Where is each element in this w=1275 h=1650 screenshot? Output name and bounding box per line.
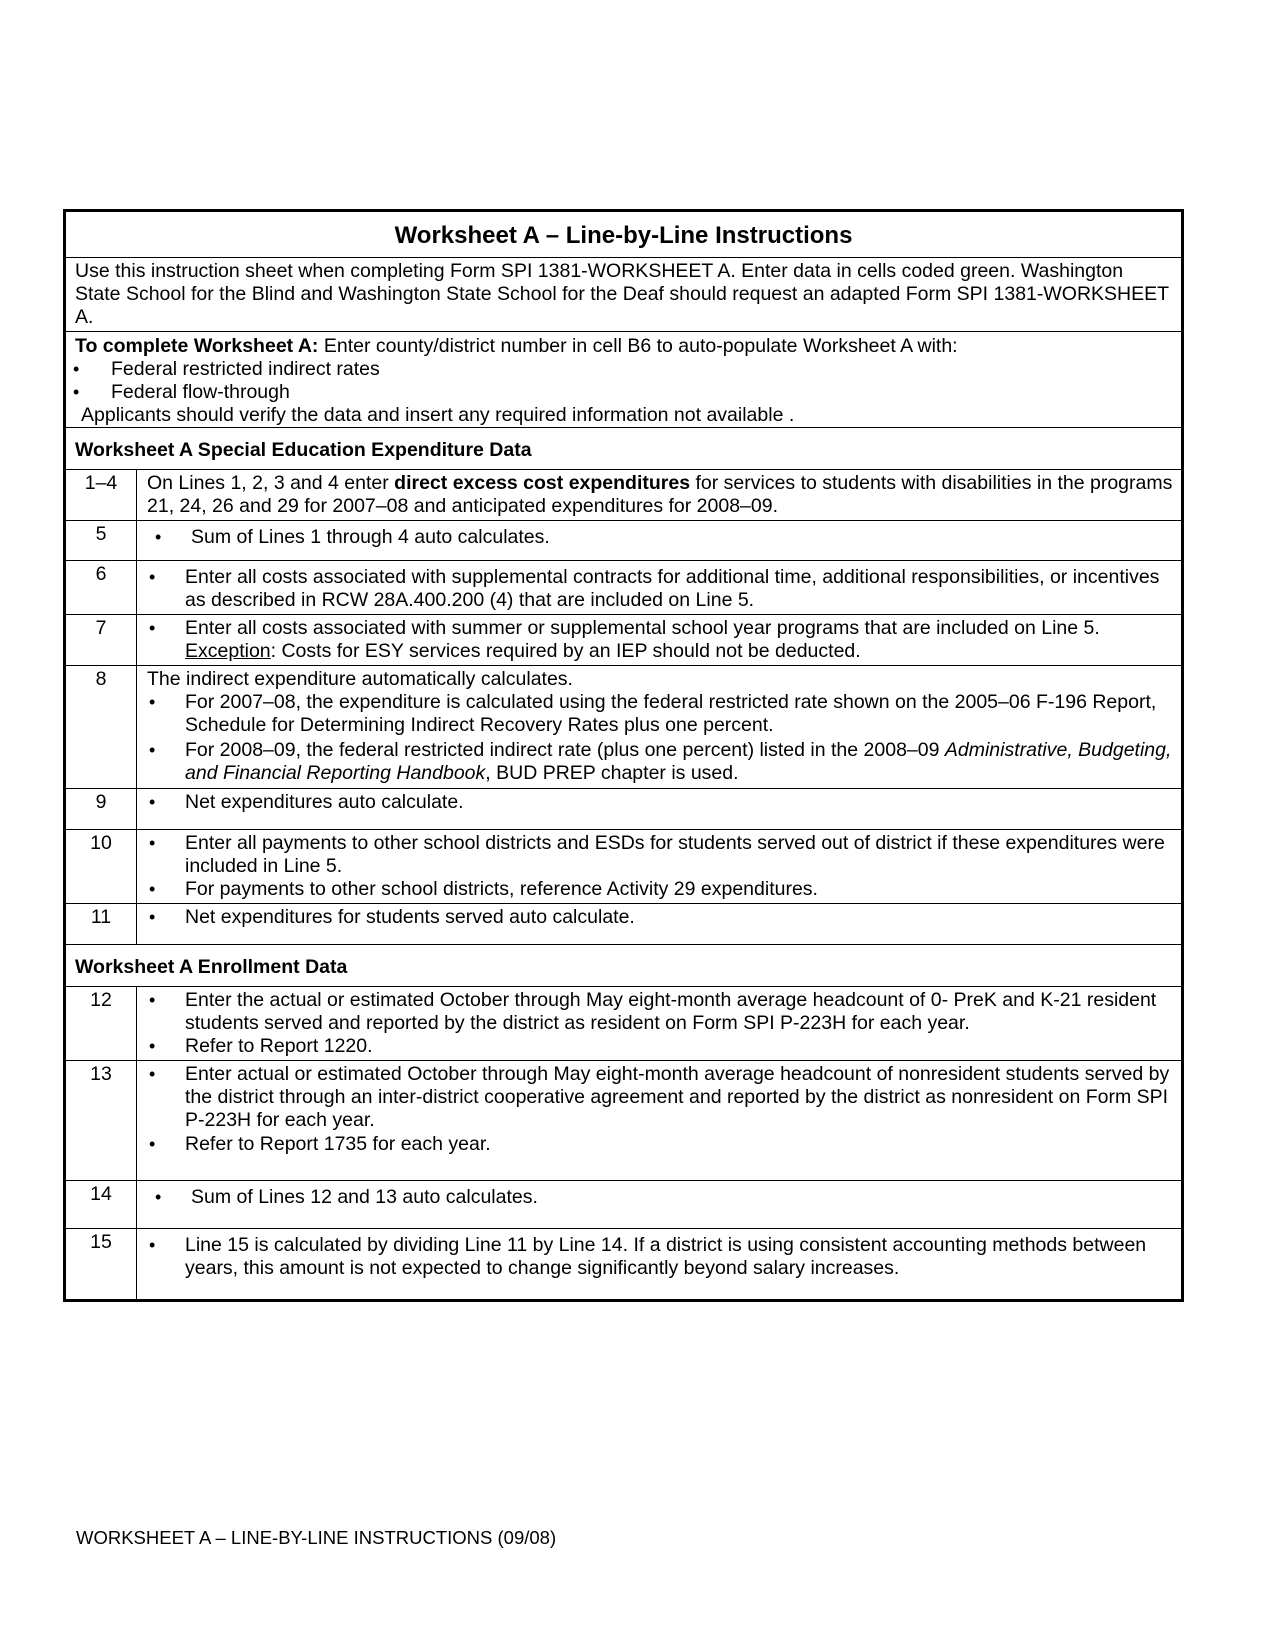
- line-description: [137, 561, 1183, 615]
- table-row: [65, 1229, 1183, 1301]
- line-number: 14: [65, 1181, 137, 1229]
- line-intro: The indirect expenditure automatically calculates.: [147, 668, 573, 690]
- enrollment-section-row: [65, 945, 1183, 987]
- line-number: 15: [65, 1229, 137, 1301]
- list-item: • Sum of Lines 1 through 4 auto calculates.: [147, 526, 1173, 549]
- line-bullets: [147, 989, 1173, 1058]
- intro-row: [65, 258, 1183, 332]
- line-number: 10: [65, 830, 137, 904]
- line-bullets: [147, 1186, 1173, 1209]
- list-item: • For 2007–08, the expenditure is calculated using the federal restricted rate shown on the 2005–06 F-196 Report, Schedule for Determining Indirect Recovery Rates plus one percent.: [147, 691, 1173, 737]
- complete-list: [71, 358, 1172, 404]
- complete-section: [65, 332, 1183, 428]
- line-description: [137, 1061, 1183, 1181]
- line-description: [137, 987, 1183, 1061]
- table-row: [65, 904, 1183, 945]
- list-item: [147, 617, 1173, 663]
- list-item: • Federal flow-through: [71, 381, 1172, 404]
- line-bullets: [147, 566, 1173, 612]
- table-row: [65, 987, 1183, 1061]
- line-text: For 2008–09, the federal restricted indirect rate (plus one percent) listed in the 2008–09: [185, 739, 945, 761]
- line-description: [137, 904, 1183, 945]
- line-description: [137, 521, 1183, 561]
- complete-row: [65, 332, 1183, 428]
- line-number: 1–4: [65, 470, 137, 521]
- list-item: [147, 739, 1173, 785]
- instructions-table: [63, 209, 1184, 1302]
- line-bullets: [147, 1234, 1173, 1280]
- table-row: [65, 666, 1183, 789]
- table-row: [65, 1181, 1183, 1229]
- intro-text: Use this instruction sheet when completing Form SPI 1381-WORKSHEET A. Enter data in cells coded green. Washington State School for the Blind and Washington State School for the Deaf should request an adapted Form SPI 1381-WORKSHEET A.: [65, 258, 1183, 332]
- list-item: • Enter all costs associated with supplemental contracts for additional time, additional responsibilities, or incentives as described in RCW 28A.400.200 (4) that are included on Line 5.: [147, 566, 1173, 612]
- list-item: • Enter the actual or estimated October through May eight-month average headcount of 0- PreK and K-21 resident students served and reported by the district as resident on Form SPI P-223H for each year.: [147, 989, 1173, 1035]
- line-bullets: [147, 691, 1173, 785]
- list-item: • Enter actual or estimated October through May eight-month average headcount of nonresident students served by the district through an inter-district cooperative agreement and reported by the district as nonresident on Form SPI P-223H for each year.: [147, 1063, 1173, 1132]
- exception-label: Exception: [185, 640, 271, 662]
- line-description: [137, 666, 1183, 789]
- line-description: [137, 1181, 1183, 1229]
- list-item: • Net expenditures auto calculate.: [147, 791, 1173, 814]
- title-row: [65, 211, 1183, 258]
- expenditure-section-row: [65, 428, 1183, 470]
- table-row: [65, 561, 1183, 615]
- line-emphasis: direct excess cost expenditures: [394, 472, 691, 494]
- line-text: for services to students with disabilities in the programs 21, 24, 26 and 29 for 2007–08 and anticipated expenditures for 2008–09.: [147, 472, 1173, 517]
- line-bullets: [147, 791, 1173, 814]
- line-description: [137, 470, 1183, 521]
- table-row: [65, 470, 1183, 521]
- list-item: • Net expenditures for students served auto calculate.: [147, 906, 1173, 929]
- complete-label: To complete Worksheet A:: [75, 335, 319, 357]
- list-item: • Federal restricted indirect rates: [71, 358, 1172, 381]
- line-text: , BUD PREP chapter is used.: [485, 762, 739, 784]
- handbook-title: Administrative, Budgeting, and Financial Reporting Handbook: [185, 739, 1172, 784]
- line-number: 11: [65, 904, 137, 945]
- line-bullets: [147, 1063, 1173, 1156]
- line-description: [137, 830, 1183, 904]
- line-number: 12: [65, 987, 137, 1061]
- list-item: • Line 15 is calculated by dividing Line 11 by Line 14. If a district is using consistent accounting methods between years, this amount is not expected to change significantly beyond salary increases.: [147, 1234, 1173, 1280]
- table-row: [65, 521, 1183, 561]
- line-description: [137, 1229, 1183, 1301]
- list-item: • Refer to Report 1220.: [147, 1035, 1173, 1058]
- list-item: • Refer to Report 1735 for each year.: [147, 1133, 1173, 1156]
- line-description: [137, 615, 1183, 666]
- list-item: • Enter all payments to other school districts and ESDs for students served out of district if these expenditures were included in Line 5.: [147, 832, 1173, 878]
- line-number: 7: [65, 615, 137, 666]
- line-number: 5: [65, 521, 137, 561]
- complete-instruction: [75, 335, 1172, 358]
- table-row: [65, 1061, 1183, 1181]
- line-number: 9: [65, 789, 137, 830]
- line-number: 8: [65, 666, 137, 789]
- table-row: [65, 615, 1183, 666]
- line-text: Enter all costs associated with summer or supplemental school year programs that are included on Line 5.: [185, 617, 1100, 639]
- line-bullets: [147, 526, 1173, 549]
- list-item: • Sum of Lines 12 and 13 auto calculates.: [147, 1186, 1173, 1209]
- table-row: [65, 830, 1183, 904]
- complete-text: Enter county/district number in cell B6 to auto-populate Worksheet A with:: [318, 335, 958, 357]
- page-title: Worksheet A – Line-by-Line Instructions: [65, 211, 1183, 258]
- line-number: 6: [65, 561, 137, 615]
- line-bullets: [147, 906, 1173, 929]
- line-description: [137, 789, 1183, 830]
- line-bullets: [147, 832, 1173, 901]
- enrollment-section-heading: Worksheet A Enrollment Data: [65, 945, 1183, 987]
- list-item: • For payments to other school districts, reference Activity 29 expenditures.: [147, 878, 1173, 901]
- table-row: [65, 789, 1183, 830]
- page-footer: WORKSHEET A – LINE-BY-LINE INSTRUCTIONS (09/08): [76, 1527, 557, 1548]
- expenditure-section-heading: Worksheet A Special Education Expenditure Data: [65, 428, 1183, 470]
- line-bullets: [147, 617, 1173, 663]
- complete-note: Applicants should verify the data and insert any required information not available .: [81, 404, 795, 426]
- line-text: On Lines 1, 2, 3 and 4 enter: [147, 472, 395, 494]
- line-number: 13: [65, 1061, 137, 1181]
- exception-text: : Costs for ESY services required by an IEP should not be deducted.: [270, 640, 861, 662]
